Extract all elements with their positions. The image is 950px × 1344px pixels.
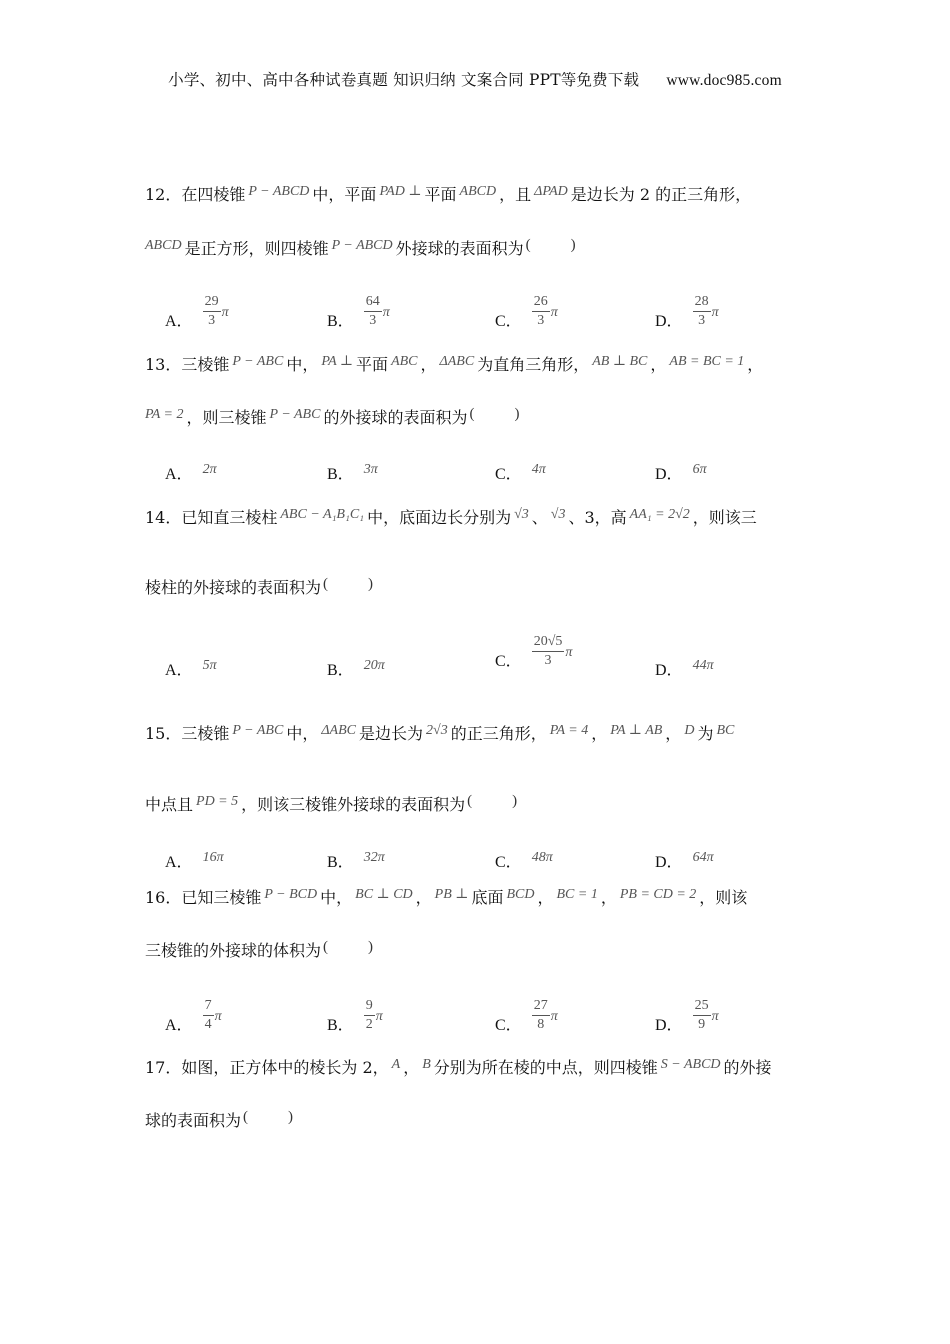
- question-12-line-1: 12．在四棱锥 P − ABCD 中，平面 PAD ⊥ 平面 ABCD ，且 ΔPAD 是边长为 2 的正三角形，: [145, 184, 752, 204]
- question-15-line-1: 15．三棱锥 P − ABC 中， ΔABC 是边长为 2√3 的正三角形， PA = 4 ， PA ⊥ AB ， D 为 BC: [145, 723, 735, 743]
- option-a[interactable]: A． 2π: [165, 462, 217, 483]
- question-13-line-2: PA = 2 ，则三棱锥 P − ABC 的外接球的表面积为 ( ): [145, 406, 520, 427]
- option-b[interactable]: B． $\frac{9}{2}$ π: [327, 998, 383, 1034]
- question-14-options: [165, 630, 785, 680]
- option-a[interactable]: A． 16π: [165, 850, 224, 871]
- question-16-line-1: 16．已知三棱锥 P − BCD 中， BC ⊥ CD ， PB ⊥ 底面 BCD ， BC = 1 ， PB = CD = 2 ，则该: [145, 887, 748, 907]
- option-b[interactable]: B． 32π: [327, 850, 385, 871]
- option-c[interactable]: C． $\frac{26}{3}$ π: [495, 294, 558, 330]
- answer-blank: ( ): [243, 1109, 294, 1125]
- question-14-line-1: 14．已知直三棱柱 ABC − A₁B₁C₁ 中，底面边长分别为 √3 、 √3 、3，高 AA₁ = 2√2 ，则该三: [145, 507, 757, 527]
- option-d[interactable]: D． 6π: [655, 462, 707, 483]
- question-13-options: [165, 434, 785, 484]
- option-a[interactable]: A． $\frac{29}{3}$ π: [165, 294, 229, 330]
- option-b[interactable]: B． $\frac{64}{3}$ π: [327, 294, 390, 330]
- answer-blank: ( ): [323, 939, 374, 955]
- question-15-options: [165, 822, 785, 872]
- option-c[interactable]: C． 4π: [495, 462, 546, 483]
- option-d[interactable]: D． $\frac{28}{3}$ π: [655, 294, 719, 330]
- option-c[interactable]: C． $\frac{20√5}{3}$ π: [495, 634, 573, 670]
- header-text: 小学、初中、高中各种试卷真题 知识归纳 文案合同 PPT等免费下载: [168, 71, 640, 89]
- answer-blank: ( ): [467, 793, 518, 809]
- answer-blank: ( ): [323, 576, 374, 592]
- answer-blank: ( ): [525, 237, 576, 253]
- question-16-line-2: 三棱锥的外接球的体积为 ( ): [145, 939, 374, 960]
- question-17-line-2: 球的表面积为 ( ): [145, 1109, 294, 1130]
- answer-blank: ( ): [469, 406, 520, 422]
- option-b[interactable]: B． 3π: [327, 462, 378, 483]
- question-16-options: [165, 994, 785, 1044]
- page-header: [0, 68, 950, 90]
- question-12-line-2: ABCD 是正方形，则四棱锥 P − ABCD 外接球的表面积为 ( ): [145, 237, 576, 258]
- option-c[interactable]: C． 48π: [495, 850, 553, 871]
- option-d[interactable]: D． 44π: [655, 658, 714, 679]
- option-a[interactable]: A． $\frac{7}{4}$ π: [165, 998, 222, 1034]
- question-14-line-2: 棱柱的外接球的表面积为 ( ): [145, 576, 374, 597]
- option-b[interactable]: B． 20π: [327, 658, 385, 679]
- option-d[interactable]: D． 64π: [655, 850, 714, 871]
- option-c[interactable]: C． $\frac{27}{8}$ π: [495, 998, 558, 1034]
- question-15-line-2: 中点且 PD = 5 ，则该三棱锥外接球的表面积为 ( ): [145, 793, 518, 814]
- question-13-line-1: 13．三棱锥 P − ABC 中， PA ⊥ 平面 ABC ， ΔABC 为直角三角形， AB ⊥ BC ， AB = BC = 1 ，: [145, 354, 764, 374]
- question-12-options: [165, 290, 785, 340]
- question-17-line-1: 17．如图，正方体中的棱长为 2， A ， B 分别为所在棱的中点，则四棱锥 S − ABCD 的外接: [145, 1057, 772, 1077]
- header-url[interactable]: www.doc985.com: [666, 72, 782, 89]
- option-a[interactable]: A． 5π: [165, 658, 217, 679]
- option-d[interactable]: D． $\frac{25}{9}$ π: [655, 998, 719, 1034]
